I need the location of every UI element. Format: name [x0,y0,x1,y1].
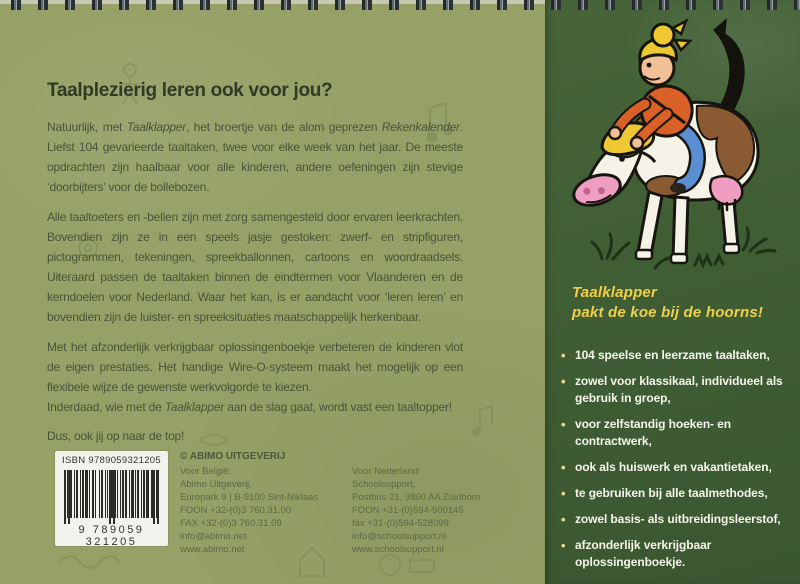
publisher-website: www.abimo.net [180,544,245,555]
publisher-line: Voor Nederland: [352,466,421,477]
bullet-item: • zowel basis- als uitbreidingsleerstof, [560,511,792,528]
taaltopper-line: Inderdaad, wie met de Taalklapper aan de slag gaat, wordt vast een taaltopper! [47,400,452,414]
back-cover-heading: Taalplezierig leren ook voor jou? [47,80,333,101]
back-cover-text-block [47,80,463,456]
bullet-item: • te gebruiken bij alle taalmethodes, [560,485,792,502]
barcode-isbn-label: ISBN 9789059321205 [62,455,161,466]
bullet-item: • zowel voor klassikaal, individueel als gebruik in groep, [560,373,792,407]
publisher-line: Abimo Uitgeverij, [180,479,252,490]
rider-hair-bun [652,24,674,46]
cow-rider-illustration [545,6,800,278]
publisher-info [180,450,540,556]
barcode [55,451,168,546]
solutions-paragraph: Met het afzonderlijk verkrijgbaar oplossingenboekje verbeteren de kinderen vlot de eigen prestaties. Het handige Wire-O-systeem maakt het mogelijk op een flexibele wijze de gewenste werkvolgorde te kiezen. [47,340,463,394]
bullet-item: • voor zelfstandig hoeken- en contractwerk, [560,416,792,450]
bullet-item: • ook als huiswerk en vakantietaken, [560,459,792,476]
panel-tagline [572,283,792,323]
rider-shoe [670,183,686,193]
squiggle-doodle-icon [60,556,120,568]
publisher-line: Postbus 21, 9800 AA Zuidhorn [352,492,481,503]
publisher-line: FAX +32-(0)3 760.31.09 [180,518,282,529]
publisher-line: fax +31-(0)594-528099 [352,518,449,529]
cow-leg [673,197,688,258]
barcode-bars [62,468,161,526]
publisher-belgium [180,465,352,556]
publisher-website: www.schoolsupport.nl [352,544,444,555]
intro-paragraph: Natuurlijk, met Taalklapper, het broertje van de alom geprezen Rekenkalender. Liefst 104 gevarieerde taaltaken, twee voor elke week van het jaar. De meeste opdrachten zijn haalbaar voor alle kinderen, andere oefeningen zijn stevige ‘doorbijters’ voor de bollebozen. [47,120,463,194]
features-paragraph: Alle taaltoeters en -bellen zijn met zorg samengesteld door ervaren leerkrachten. Bovendien zijn ze in een speels jasje gestoken: zwerf- en stripfiguren, pictogrammen, tekeningen, spreekballonnen, cartoons en woordraadsels. Uiteraard passen de taaltaken binnen de eindtermen voor Vlaanderen en de kerndoelen voor Nederland. Waar het kan, is er aandacht voor ‘leren leren’ en bovendien zijn de luister- en spreeksituaties maatschappelijk herkenbaar. [47,210,463,324]
cart-doodle-icon [380,555,434,575]
rider-eye [647,63,652,68]
publisher-line: Europark 9 | B-9100 Sint-Niklaas [180,492,319,503]
publisher-line: Schoolsupport, [352,479,416,490]
barcode-digits: 9 789059 321205 [78,524,145,548]
publisher-netherlands [352,465,524,556]
bullet-item: • afzonderlijk verkrijgbaar oplossingenboekje. [560,537,792,571]
music-note-doodle-icon [480,406,492,430]
publisher-line: FOON +32-(0)3 760.31.00 [180,505,292,516]
cow-leg [638,192,662,255]
bullet-item: • 104 speelse en leerzame taaltaken, [560,347,792,364]
panel-tagline-line1: Taalklapper [572,284,658,301]
wire-o-binding [4,0,800,10]
right-panel [545,0,800,584]
cow-udder [710,176,742,204]
rider-hand [609,127,621,139]
publisher-email: info@schoolsupport.nl [352,531,447,542]
rider-hand [631,137,643,149]
closing-line: Dus, ook jij op naar de top! [47,429,185,443]
cow-tail [713,30,745,112]
publisher-line: Voor België: [180,466,232,477]
publisher-line: FOON +31-(0)594-500145 [352,505,464,516]
panel-tagline-line2: pakt de koe bij de hoorns! [572,304,764,321]
feature-bullet-list [560,347,792,580]
publisher-email: info@abimo.net [180,531,247,542]
publisher-copyright: © ABIMO UITGEVERIJ [180,451,286,462]
cow-eye [619,156,625,162]
